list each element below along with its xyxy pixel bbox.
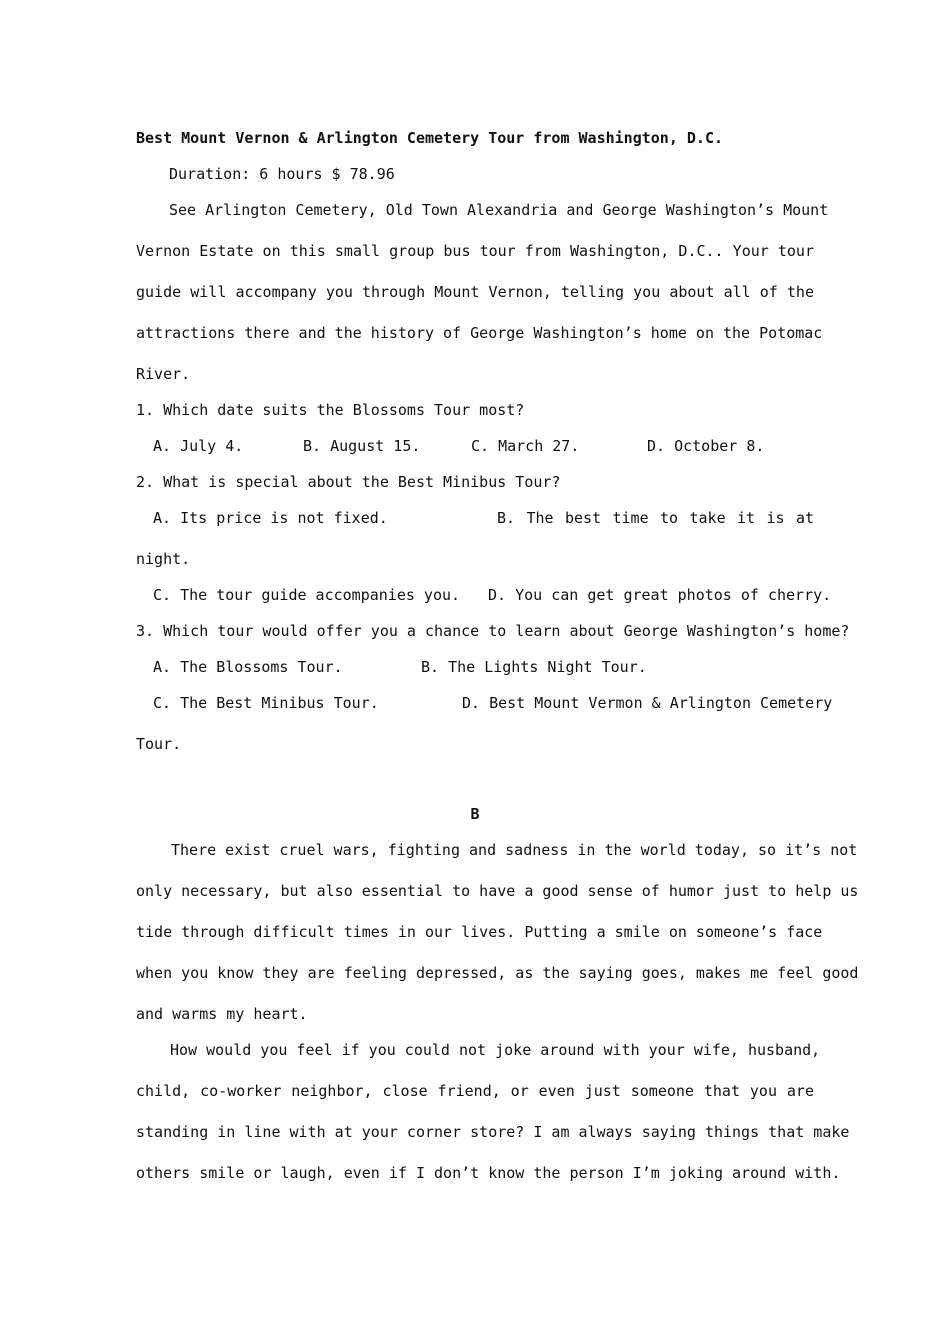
tour-title: Best Mount Vernon & Arlington Cemetery Tour from Washington, D.C.	[136, 129, 723, 147]
option-d: D. October 8.	[647, 437, 765, 455]
option-d: D. Best Mount Vermon & Arlington Cemetery	[462, 694, 833, 712]
option-c: C. The tour guide accompanies you.	[153, 586, 461, 604]
option-a: A. July 4.	[153, 437, 244, 455]
paragraph-line: others smile or laugh, even if I don’t know the person I’m joking around with.	[136, 1164, 841, 1182]
option-a: A. Its price is not fixed.	[153, 509, 388, 527]
option-b: B. The Lights Night Tour.	[421, 658, 647, 676]
option-c: C. The Best Minibus Tour.	[153, 694, 379, 712]
tour-description-line: attractions there and the history of George Washington’s home on the Potomac	[136, 324, 823, 342]
option-b: B. The best time to take it is at	[497, 509, 814, 527]
option-b-continuation: night.	[136, 550, 191, 568]
paragraph-line: child, co-worker neighbor, close friend, or even just someone that you are	[136, 1082, 814, 1100]
option-c: C. March 27.	[471, 437, 580, 455]
section-heading: B	[470, 805, 480, 823]
paragraph-line: standing in line with at your corner store? I am always saying things that make	[136, 1123, 850, 1141]
option-a: A. The Blossoms Tour.	[153, 658, 343, 676]
paragraph-line: only necessary, but also essential to have a good sense of humor just to help us	[136, 882, 859, 900]
question-stem: 2. What is special about the Best Minibus Tour?	[136, 473, 561, 491]
option-d: D. You can get great photos of cherry.	[488, 586, 832, 604]
paragraph-line: and warms my heart.	[136, 1005, 308, 1023]
paragraph-line: tide through difficult times in our lives. Putting a smile on someone’s face	[136, 923, 823, 941]
question-stem: 1. Which date suits the Blossoms Tour most?	[136, 401, 525, 419]
tour-description-line: Vernon Estate on this small group bus tour from Washington, D.C.. Your tour	[136, 242, 814, 260]
question-stem: 3. Which tour would offer you a chance to learn about George Washington’s home?	[136, 622, 850, 640]
paragraph-line: when you know they are feeling depressed, as the saying goes, makes me feel good	[136, 964, 859, 982]
tour-description-line: guide will accompany you through Mount Vernon, telling you about all of the	[136, 283, 814, 301]
paragraph-line: There exist cruel wars, fighting and sadness in the world today, so it’s not	[171, 841, 858, 859]
tour-description-line: See Arlington Cemetery, Old Town Alexandria and George Washington’s Mount	[169, 201, 829, 219]
option-b: B. August 15.	[303, 437, 421, 455]
option-d-continuation: Tour.	[136, 735, 182, 753]
paragraph-line: How would you feel if you could not joke around with your wife, husband,	[170, 1041, 821, 1059]
tour-duration-price: Duration: 6 hours $ 78.96	[169, 165, 395, 183]
tour-description-line: River.	[136, 365, 191, 383]
